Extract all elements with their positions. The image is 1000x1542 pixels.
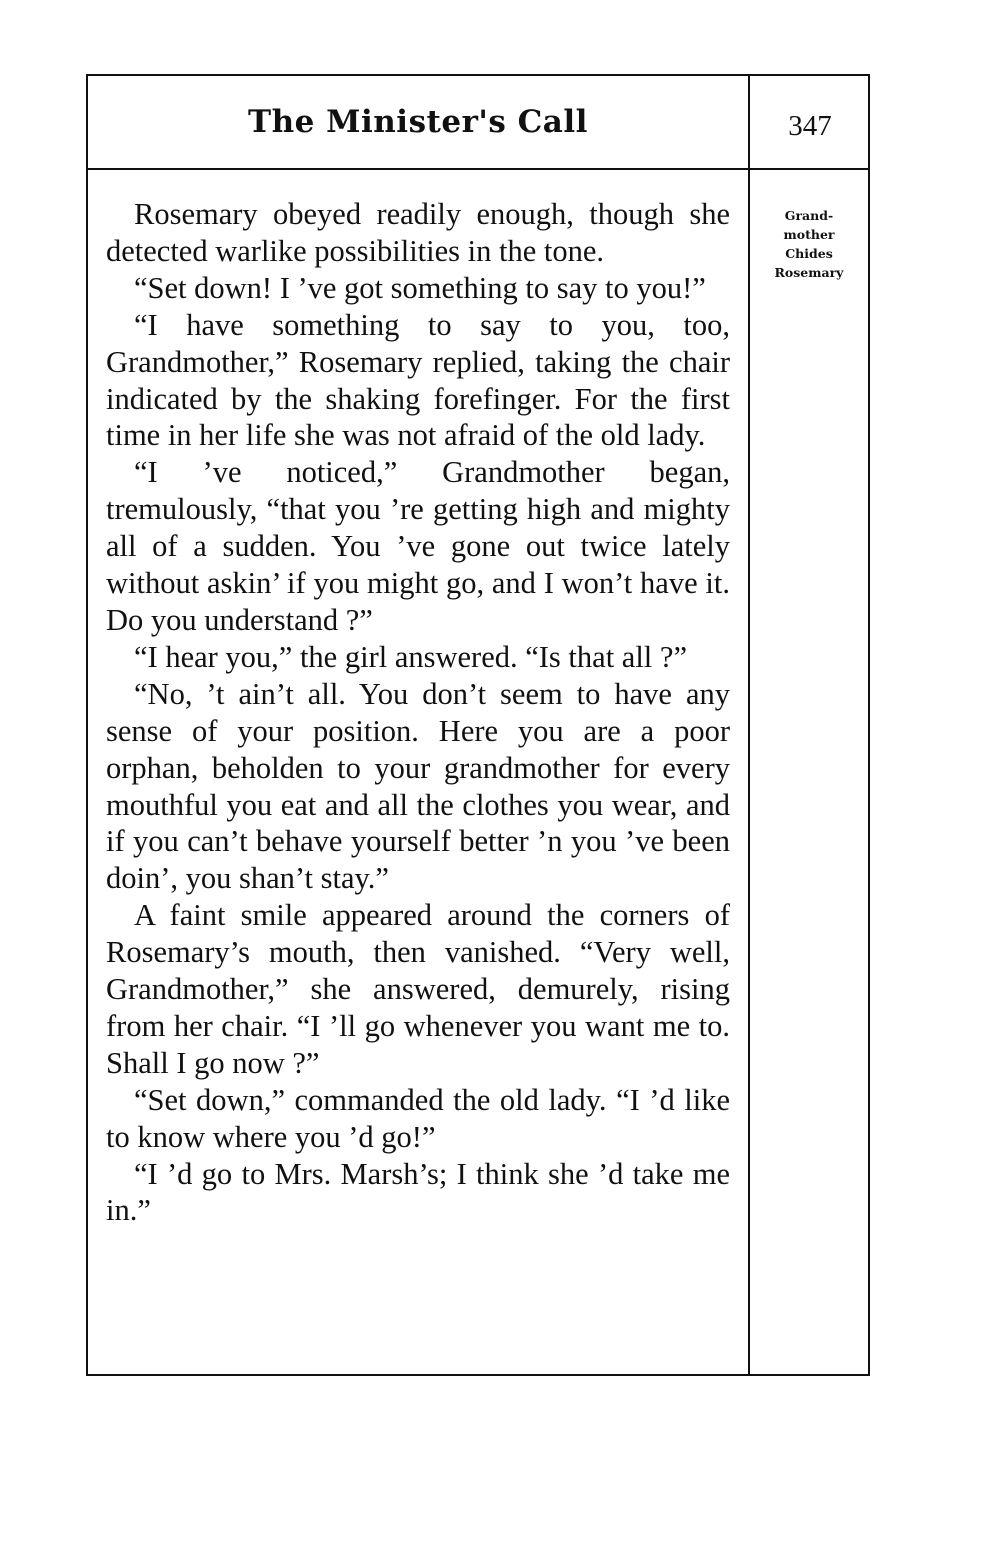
page-number: 347 <box>788 110 832 142</box>
paragraph: “I ’d go to Mrs. Marsh’s; I think she ’d take me in.” <box>106 1156 730 1228</box>
margin-note-line: mother <box>783 227 835 242</box>
page-frame <box>86 74 870 1376</box>
paragraph: “Set down! I ’ve got something to say to you!” <box>134 270 706 305</box>
paragraph: “No, ’t ain’t all. You don’t seem to have any sense of your position. Here you are a poor orphan, beholden to your grandmother for every mouthful you eat and all the clothes you wear, and if you can’t behave yourself better ’n you ’ve been doin’, you shan’t stay.” <box>106 676 730 896</box>
paragraph: “I ’ve noticed,” Grandmother began, tremulously, “that you ’re getting high and mighty all of a sudden. You ’ve gone out twice lately without askin’ if you might go, and I won’t have it. Do you understand ?” <box>106 455 730 637</box>
paragraph: “Set down,” commanded the old lady. “I ’d like to know where you ’d go!” <box>106 1082 730 1154</box>
margin-note-line: Rosemary <box>774 265 844 280</box>
margin-note-line: Grand- <box>784 208 834 223</box>
margin-note-line: Chides <box>785 246 833 261</box>
paragraph: “I hear you,” the girl answered. “Is that all ?” <box>134 639 687 674</box>
body-text <box>106 196 730 1229</box>
column-rule <box>748 76 750 1374</box>
running-title: The Minister's Call <box>248 104 588 140</box>
margin-note <box>752 206 866 282</box>
paragraph: “I have something to say to you, too, Grandmother,” Rosemary replied, taking the chair indicated by the shaking forefinger. For the first time in her life she was not afraid of the old lady. <box>106 307 730 453</box>
paragraph: Rosemary obeyed readily enough, though she detected warlike possibilities in the tone. <box>106 197 730 268</box>
header-rule <box>88 168 868 170</box>
paragraph: A faint smile appeared around the corners of Rosemary’s mouth, then vanished. “Very well, Grandmother,” she answered, demurely, rising from her chair. “I ’ll go whenever you want me to. Shall I go now ?” <box>106 898 730 1080</box>
